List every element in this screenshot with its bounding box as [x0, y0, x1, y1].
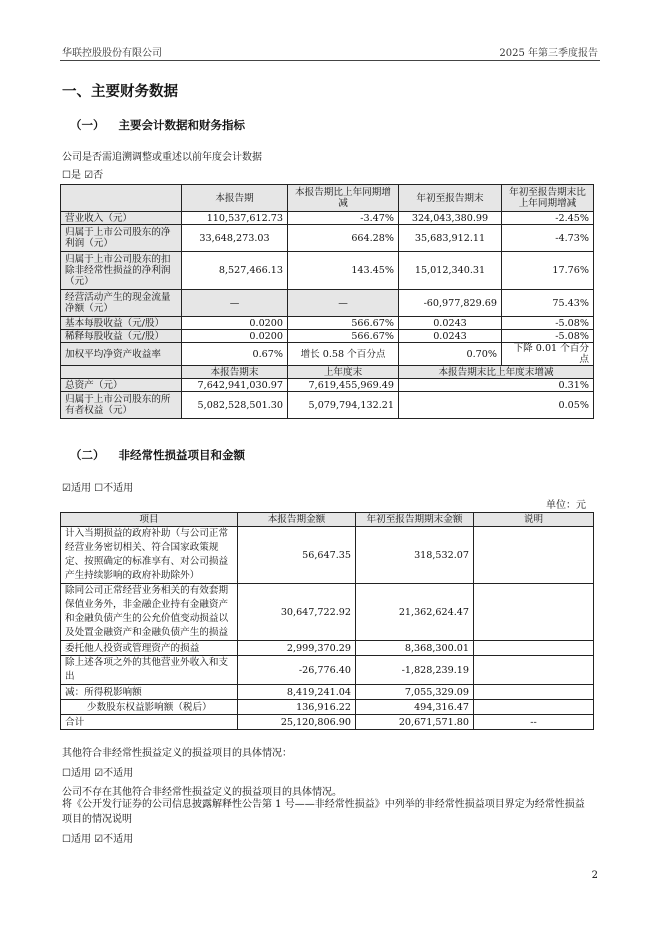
table-cell — [474, 584, 594, 641]
row-label: 除同公司正常经营业务相关的有效套期保值业务外，非金融企业持有金融资产和金融负债产生的公允价值变动损益以及处置金融资产和金融负债产生的损益 — [61, 584, 238, 641]
table-cell: 增长 0.58 个百分点 — [288, 343, 399, 366]
row-label: 归属于上市公司股东的扣除非经常性损益的净利润（元） — [61, 252, 182, 290]
table-row — [61, 330, 594, 343]
table-cell: -2.45% — [502, 212, 594, 225]
table-cell: -26,776.40 — [238, 656, 356, 685]
table-cell: 0.0200 — [182, 317, 288, 330]
note-reclassification: 将《公开发行证券的公司信息披露解释性公告第 1 号——非经常性损益》中列举的非经常性损益项目界定为经常性损益项目的情况说明 — [62, 799, 585, 825]
table-row — [61, 343, 594, 366]
table-cell: -4.73% — [502, 225, 594, 252]
table-cell: 21,362,624.47 — [356, 584, 474, 641]
note-other-items: 其他符合非经常性损益定义的损益项目的具体情况： — [62, 748, 292, 759]
table-cell: 0.67% — [182, 343, 288, 366]
table-cell: -- — [474, 715, 594, 730]
row-label: 基本每股收益（元/股） — [61, 317, 182, 330]
main-financial-data-table — [60, 184, 594, 419]
table-cell: 566.67% — [288, 330, 399, 343]
table-cell — [474, 700, 594, 715]
applicable-options-3: ☐适用 ☑不适用 — [62, 834, 134, 845]
table-cell: 15,012,340.31 — [399, 252, 502, 290]
table-cell: 8,419,241.04 — [238, 685, 356, 700]
row-label: 稀释每股收益（元/股） — [61, 330, 182, 343]
table-row — [61, 527, 594, 584]
table-cell: -1,828,239.19 — [356, 656, 474, 685]
table-cell: — — [182, 290, 288, 317]
row-label: 经营活动产生的现金流量净额（元） — [61, 290, 182, 317]
table-row — [61, 700, 594, 715]
row-label: 归属于上市公司股东的净利润（元） — [61, 225, 182, 252]
row-label: 计入当期损益的政府补助（与公司正常经营业务密切相关、符合国家政策规定、按照确定的标准享有、对公司损益产生持续影响的政府补助除外） — [61, 527, 238, 584]
subsection-2-heading — [70, 447, 245, 463]
table-row — [61, 290, 594, 317]
table1-header-cell: 年初至报告期末比上年同期增减 — [502, 185, 594, 212]
table1-subheader-cell: 本报告期末比上年度末增减 — [399, 366, 594, 379]
row-label: 合计 — [61, 715, 238, 730]
table-cell: 318,532.07 — [356, 527, 474, 584]
table-row — [61, 392, 594, 419]
table-cell: 0.70% — [399, 343, 502, 366]
subsection-1-number: （一） — [70, 118, 105, 132]
table-row — [61, 212, 594, 225]
table1-header-cell: 年初至报告期末 — [399, 185, 502, 212]
subsection-2-number: （二） — [70, 448, 105, 462]
table-cell: -5.08% — [502, 330, 594, 343]
unit-label: 单位：元 — [546, 500, 586, 511]
subsection-2-title: 非经常性损益项目和金额 — [118, 448, 245, 462]
table-cell: 33,648,273.03 — [182, 225, 288, 252]
table1-header-row — [61, 185, 594, 212]
subsection-1-title: 主要会计数据和财务指标 — [118, 118, 245, 132]
header-divider — [60, 60, 600, 61]
table-cell: 2,999,370.29 — [238, 641, 356, 656]
row-label: 总资产（元） — [61, 379, 182, 392]
non-recurring-items-table — [60, 512, 594, 730]
applicable-options-1: ☑适用 ☐不适用 — [62, 483, 134, 494]
table-row — [61, 641, 594, 656]
table1-header-cell — [61, 185, 182, 212]
row-label: 减：所得税影响额 — [61, 685, 238, 700]
table-cell: 5,079,794,132.21 — [288, 392, 399, 419]
table-row — [61, 379, 594, 392]
table1-header-cell: 本报告期 — [182, 185, 288, 212]
row-label: 加权平均净资产收益率 — [61, 343, 182, 366]
table1-subheader-cell: 本报告期末 — [182, 366, 288, 379]
table-cell: 25,120,806.90 — [238, 715, 356, 730]
restate-options: ☐是 ☑否 — [62, 170, 104, 181]
row-label: 少数股东权益影响额（税后） — [61, 700, 238, 715]
table-cell: 0.0243 — [399, 330, 502, 343]
row-label: 营业收入（元） — [61, 212, 182, 225]
table-cell: 7,642,941,030.97 — [182, 379, 288, 392]
table-cell: 5,082,528,501.30 — [182, 392, 288, 419]
table-cell: 494,316.47 — [356, 700, 474, 715]
table-cell: 664.28% — [288, 225, 399, 252]
table-row — [61, 252, 594, 290]
table-cell: 324,043,380.99 — [399, 212, 502, 225]
table-cell: -3.47% — [288, 212, 399, 225]
row-label: 委托他人投资或管理资产的损益 — [61, 641, 238, 656]
table-cell: -5.08% — [502, 317, 594, 330]
table-cell: 136,916.22 — [238, 700, 356, 715]
table-cell: 7,055,329.09 — [356, 685, 474, 700]
table2-header-cell: 说明 — [474, 513, 594, 527]
table-cell: 8,368,300.01 — [356, 641, 474, 656]
table-cell: 75.43% — [502, 290, 594, 317]
table-cell: 56,647.35 — [238, 527, 356, 584]
table2-header-cell: 年初至报告期期末金额 — [356, 513, 474, 527]
header-report-title: 2025 年第三季度报告 — [499, 48, 598, 59]
table1-subheader-row — [61, 366, 594, 379]
restate-question: 公司是否需追溯调整或重述以前年度会计数据 — [62, 152, 262, 163]
table-cell — [474, 656, 594, 685]
table-row — [61, 225, 594, 252]
table-cell: 35,683,912.11 — [399, 225, 502, 252]
table-cell: — — [288, 290, 399, 317]
table-cell: 20,671,571.80 — [356, 715, 474, 730]
table-row — [61, 715, 594, 730]
row-label: 归属于上市公司股东的所有者权益（元） — [61, 392, 182, 419]
table-cell: 0.05% — [399, 392, 594, 419]
table-row — [61, 584, 594, 641]
table-cell — [474, 641, 594, 656]
table1-subheader-cell — [61, 366, 182, 379]
table2-header-row — [61, 513, 594, 527]
table-cell: 566.67% — [288, 317, 399, 330]
table-cell — [474, 685, 594, 700]
table-row — [61, 685, 594, 700]
row-label: 除上述各项之外的其他营业外收入和支出 — [61, 656, 238, 685]
table-cell: 110,537,612.73 — [182, 212, 288, 225]
table-cell: 下降 0.01 个百分点 — [502, 343, 594, 366]
table-cell: 0.31% — [399, 379, 594, 392]
table-row — [61, 317, 594, 330]
section-title: 一、主要财务数据 — [62, 83, 178, 100]
table1-header-cell: 本报告期比上年同期增减 — [288, 185, 399, 212]
table-cell: 8,527,466.13 — [182, 252, 288, 290]
note-no-other-items: 公司不存在其他符合非经常性损益定义的损益项目的具体情况。 — [62, 787, 342, 798]
table-cell: 30,647,722.92 — [238, 584, 356, 641]
table-cell: 0.0243 — [399, 317, 502, 330]
header-company: 华联控股股份有限公司 — [62, 48, 162, 59]
table-cell: 17.76% — [502, 252, 594, 290]
table-cell: 0.0200 — [182, 330, 288, 343]
table-row — [61, 656, 594, 685]
applicable-options-2: ☐适用 ☑不适用 — [62, 768, 134, 779]
table2-header-cell: 本报告期金额 — [238, 513, 356, 527]
subsection-1-heading — [70, 117, 245, 133]
table-cell: 7,619,455,969.49 — [288, 379, 399, 392]
table-cell: 143.45% — [288, 252, 399, 290]
table-cell: -60,977,829.69 — [399, 290, 502, 317]
table-cell — [474, 527, 594, 584]
table1-subheader-cell: 上年度末 — [288, 366, 399, 379]
table2-header-cell: 项目 — [61, 513, 238, 527]
page-number: 2 — [591, 870, 598, 881]
